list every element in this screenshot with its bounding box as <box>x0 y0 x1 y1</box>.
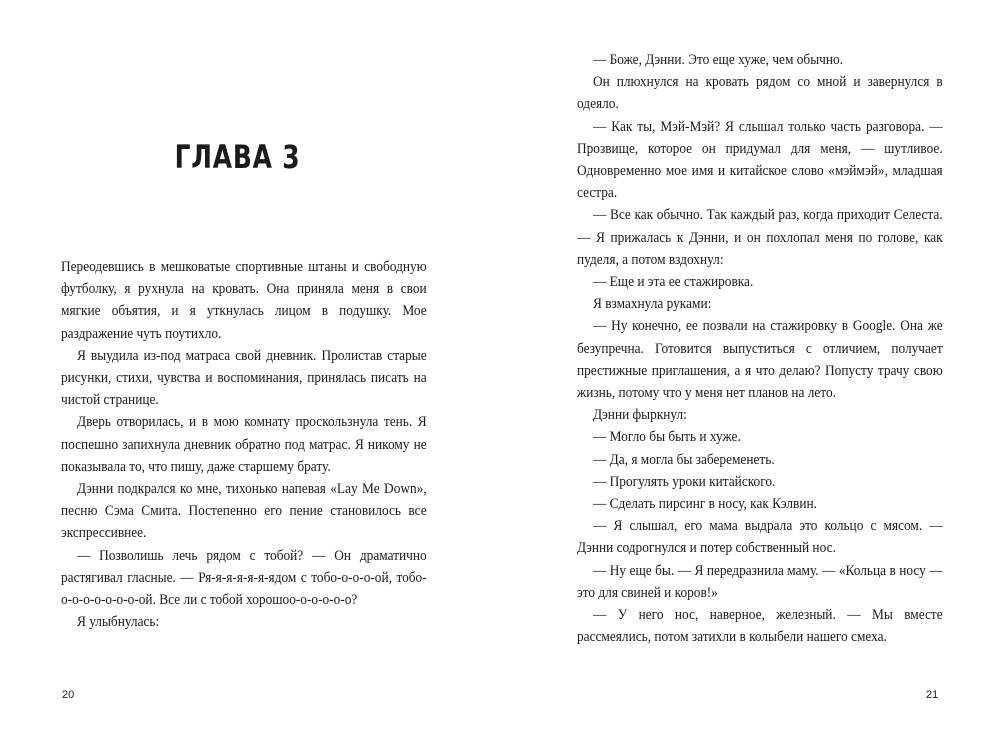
paragraph: — У него нос, наверное, железный. — Мы вместе рассмеялись, потом затихли в колыбели нашего смеха. <box>577 607 943 646</box>
paragraph: — Могло бы быть и хуже. <box>592 429 741 446</box>
paragraph: Дверь отворилась, и в мою комнату проскользнула тень. Я поспешно запихнула дневник обратно под матрас. Я никому не показывала то, что пишу, даже старшему брату. <box>61 414 427 475</box>
paragraph: — Как ты, Мэй-Мэй? Я слышал только часть разговора. — Прозвище, которое он придумал для меня, — шутливое. Одновременно мое имя и китайское слово «мэймэй», младшая сестра. <box>577 118 943 202</box>
paragraph: — Ну конечно, ее позвали на стажировку в Google. Она же безупречна. Готовится выпуститься с отличием, получает престижные приглашения, а я что делаю? Попусту трачу свою жизнь, потому что у меня нет планов на лето. <box>577 318 943 402</box>
paragraph: — Все как обычно. Так каждый раз, когда приходит Селеста. — Я прижалась к Дэнни, и он похлопал меня по голове, как пуделя, а потом вздохнул: <box>577 207 943 268</box>
paragraph: Я выудила из-под матраса свой дневник. Пролистав старые рисунки, стихи, чувства и воспоминания, принялась писать на чистой странице. <box>61 347 427 409</box>
paragraph: — Еще и эта ее стажировка. <box>592 274 754 291</box>
paragraph: — Да, я могла бы забеременеть. <box>592 451 775 468</box>
paragraph: — Сделать пирсинг в носу, как Кэлвин. <box>592 496 817 513</box>
page-number-left: 20 <box>62 689 75 701</box>
left-page-text <box>61 256 427 633</box>
paragraph: Дэнни фыркнул: <box>592 407 687 424</box>
paragraph: Переодевшись в мешковатые спортивные штаны и свободную футболку, я рухнула на кровать. Она приняла меня в свои мягкие объятия, и я уткнулась лицом в подушку. Мое раздражение чуть поутихло. <box>61 259 427 342</box>
right-page-text <box>577 49 943 648</box>
paragraph: — Позволишь лечь рядом с тобой? — Он драматично растягивал гласные. — Ря-я-я-я-я-я-ядом с тобо-о-о-о-ой, тобо-о-о-о-о-о-о-о-ой. Все ли с тобой хорошоо-о-о-о-о-о? <box>61 547 427 609</box>
paragraph: Я улыбнулась: <box>76 614 160 631</box>
chapter-title: ГЛАВА 3 <box>174 138 301 176</box>
paragraph: — Прогулять уроки китайского. <box>592 473 776 490</box>
paragraph: Я взмахнула руками: <box>592 296 712 313</box>
paragraph: Он плюхнулся на кровать рядом со мной и завернулся в одеяло. <box>577 74 943 113</box>
paragraph: — Боже, Дэнни. Это еще хуже, чем обычно. <box>592 52 844 68</box>
paragraph: — Ну еще бы. — Я передразнила маму. — «Кольца в носу — это для свиней и коров!» <box>577 562 943 601</box>
page-number-right: 21 <box>926 689 939 701</box>
paragraph: — Я слышал, его мама выдрала это кольцо с мясом. — Дэнни содрогнулся и потер собственный нос. <box>577 518 943 557</box>
paragraph: Дэнни подкрался ко мне, тихонько напевая «Lay Me Down», песню Сэма Смита. Постепенно его пение становилось все экспрессивнее. <box>61 481 427 542</box>
